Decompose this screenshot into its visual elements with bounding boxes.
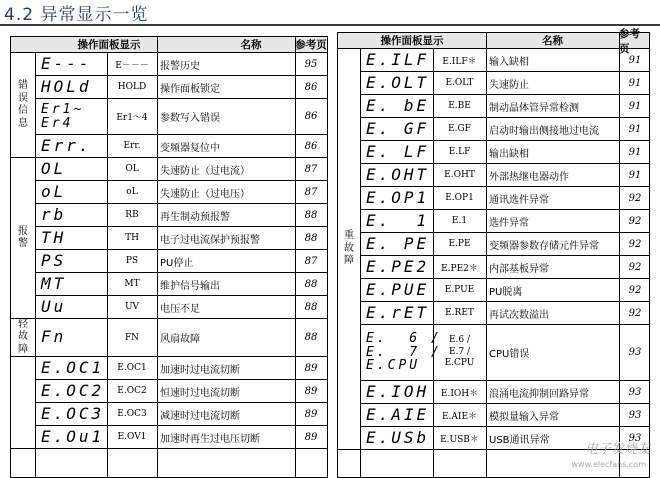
table-row — [35, 181, 327, 204]
error-name: 报警历史 — [160, 60, 200, 72]
panel-display: E. PE — [366, 233, 430, 253]
watermark-logo: 电子发烧友 — [584, 442, 650, 457]
right-error-table — [337, 27, 650, 478]
error-code: FN — [124, 332, 140, 343]
table-row — [360, 49, 649, 72]
panel-display: E.OC2 — [41, 380, 105, 400]
panel-display: Err. — [41, 135, 92, 155]
error-name: PU脱离 — [489, 286, 523, 298]
error-name: 失速防止 — [489, 79, 529, 91]
table-row — [35, 53, 327, 76]
left-category-label: 错 误 信 息 — [11, 53, 35, 158]
panel-display: rb — [41, 204, 67, 224]
right-header-panel: 操作面板显示 — [338, 33, 486, 49]
panel-display: oL — [41, 181, 67, 201]
error-code: MT — [124, 279, 140, 289]
error-name: 启动时输出侧接地过电流 — [489, 125, 599, 137]
left-error-table — [10, 36, 328, 478]
reference-page: 88 — [304, 332, 318, 343]
reference-page: 91 — [628, 169, 642, 181]
reference-page: 95 — [304, 58, 318, 70]
reference-page: 91 — [628, 146, 642, 158]
panel-display: E.OLT — [366, 72, 430, 92]
table-row — [35, 250, 327, 273]
reference-page: 89 — [304, 431, 318, 443]
error-code: OL — [125, 164, 139, 174]
panel-display: MT — [41, 273, 67, 293]
table-row — [35, 158, 327, 181]
panel-display: E.PE2 — [366, 256, 430, 276]
error-name: USB通讯异常 — [489, 434, 550, 446]
error-code: E.OP1 — [445, 193, 474, 203]
error-name: 参数写入错误 — [160, 113, 220, 124]
panel-display: E--- — [41, 53, 92, 73]
panel-display: E.OP1 — [366, 187, 430, 207]
table-row — [360, 210, 649, 233]
reference-page: 89 — [304, 385, 318, 397]
error-code: TH — [125, 233, 139, 243]
reference-page: 86 — [304, 81, 318, 93]
table-row — [360, 164, 649, 187]
reference-page: 93 — [628, 409, 642, 421]
panel-display: E.IOH — [366, 381, 430, 401]
table-row — [360, 404, 649, 427]
error-name: 电压不足 — [160, 303, 200, 315]
table-row — [360, 325, 649, 381]
error-code: oL — [126, 187, 138, 197]
panel-display: E.USb — [366, 427, 430, 447]
right-header-page: 参考页 — [619, 33, 649, 49]
table-row — [35, 403, 327, 426]
reference-page: 87 — [304, 255, 318, 267]
error-name: 恒速时过电流切断 — [160, 387, 240, 399]
reference-page: 92 — [628, 238, 642, 250]
reference-page: 87 — [304, 186, 318, 198]
table-row — [360, 72, 649, 95]
error-code: E.ILF＊ — [442, 56, 477, 67]
error-name: 减速时过电流切断 — [160, 410, 240, 422]
error-name: 模拟量输入异常 — [489, 411, 559, 423]
error-name: 变频器复位中 — [160, 142, 220, 154]
error-code: E.6 / E.7 / E.CPU — [444, 334, 475, 369]
panel-display: PS — [41, 250, 67, 270]
table-row — [360, 256, 649, 279]
table-row — [360, 381, 649, 404]
panel-display: E. bE — [366, 95, 430, 115]
panel-display: OL — [41, 158, 67, 178]
panel-display: E.OC1 — [41, 357, 105, 377]
panel-display: E.PUE — [366, 279, 430, 299]
error-name: CPU错误 — [489, 349, 530, 360]
left-header-page: 参考页 — [295, 39, 327, 51]
error-name: 再生制动预报警 — [160, 211, 230, 223]
panel-display: Er1~ Er4 — [41, 101, 85, 131]
title-rule — [0, 24, 660, 26]
error-code: Er1～4 — [116, 113, 148, 123]
error-name: 选件异常 — [489, 217, 529, 229]
error-name: 操作面板锁定 — [160, 83, 220, 95]
reference-page: 92 — [628, 192, 642, 204]
error-name: 输入缺相 — [489, 56, 529, 68]
error-code: UV — [124, 302, 140, 312]
error-code: E.RET — [445, 308, 474, 318]
error-code: E.PE2＊ — [441, 263, 478, 274]
reference-page: 93 — [628, 347, 642, 358]
error-code: E.BE — [448, 101, 471, 111]
reference-page: 89 — [304, 362, 318, 374]
table-row — [35, 273, 327, 296]
reference-page: 86 — [304, 140, 318, 152]
error-name: 维护信号输出 — [160, 280, 220, 292]
error-code: E.IOH＊ — [440, 388, 479, 399]
panel-display: E. 1 — [366, 210, 430, 230]
reference-page: 91 — [628, 123, 642, 135]
reference-page: 91 — [628, 77, 642, 89]
panel-display: HOLd — [41, 76, 92, 96]
watermark-url: www.elecfans.com — [571, 460, 646, 469]
left-category-label — [11, 357, 35, 449]
error-name: PU停止 — [160, 257, 194, 269]
error-code: E.AIE＊ — [441, 411, 478, 422]
panel-display: E.ILF — [366, 49, 430, 69]
error-name: 外部热继电器动作 — [489, 171, 569, 183]
reference-page: 92 — [628, 261, 642, 273]
table-row — [360, 302, 649, 325]
error-code: E.GF — [448, 124, 471, 134]
panel-display: TH — [41, 227, 67, 247]
reference-page: 92 — [628, 215, 642, 227]
panel-display: Fn — [41, 327, 67, 347]
table-row — [360, 233, 649, 256]
error-code: E.PE — [448, 239, 471, 249]
table-row — [35, 135, 327, 158]
error-name: 加速时再生过电压切断 — [160, 433, 260, 445]
table-row — [35, 319, 327, 357]
reference-page: 89 — [304, 408, 318, 420]
table-row — [35, 99, 327, 135]
panel-display: E.Ou1 — [41, 426, 105, 446]
error-code: HOLD — [117, 82, 147, 92]
error-name: 制动晶体管异常检测 — [489, 102, 579, 114]
error-code: E.1 — [451, 216, 468, 226]
error-code: E.OV1 — [117, 432, 147, 442]
left-header-panel: 操作面板显示 — [11, 37, 207, 53]
table-row — [35, 76, 327, 99]
left-header-name: 名称 — [207, 37, 295, 53]
reference-page: 88 — [304, 278, 318, 290]
error-name: 加速时过电流切断 — [160, 364, 240, 376]
reference-page: 87 — [304, 163, 318, 175]
panel-display: E.rET — [366, 302, 430, 322]
table-row — [35, 227, 327, 250]
error-code: E.OC2 — [117, 386, 147, 396]
error-name: 内部基板异常 — [489, 263, 549, 275]
error-code: E－－－ — [115, 60, 149, 71]
right-header-name: 名称 — [486, 33, 619, 49]
table-row — [360, 141, 649, 164]
reference-page: 91 — [628, 54, 642, 66]
reference-page: 88 — [304, 232, 318, 244]
error-name: 变频器参数存储元件异常 — [489, 240, 599, 252]
reference-page: 92 — [628, 284, 642, 296]
table-row — [360, 118, 649, 141]
section-title: 4.2 异常显示一览 — [4, 5, 149, 25]
error-code: E.OC3 — [117, 409, 147, 419]
table-row — [35, 296, 327, 319]
error-code: E.OC1 — [117, 363, 147, 373]
reference-page: 86 — [304, 111, 318, 122]
panel-display: E. 6 / E. 7 / E.CPU — [366, 331, 442, 374]
reference-page: 93 — [628, 432, 642, 444]
panel-display: E.OHT — [366, 164, 430, 184]
error-name: 输出缺相 — [489, 148, 529, 160]
table-row — [35, 204, 327, 227]
table-row — [35, 426, 327, 449]
reference-page: 88 — [304, 209, 318, 221]
error-code: E.OLT — [445, 78, 474, 88]
error-code: E.OHT — [444, 170, 475, 180]
table-row — [360, 187, 649, 210]
panel-display: E. LF — [366, 141, 430, 161]
left-category-label: 报 警 — [11, 158, 35, 319]
table-row — [35, 357, 327, 380]
error-code: PS — [125, 256, 139, 266]
error-name: 风扇故障 — [160, 334, 200, 345]
panel-display: E.AIE — [366, 404, 430, 424]
error-name: 再试次数溢出 — [489, 309, 549, 321]
left-category-label: 轻 故 障 — [11, 319, 35, 357]
error-code: E.LF — [448, 147, 471, 157]
reference-page: 92 — [628, 307, 642, 319]
error-name: 电子过电流保护预报警 — [160, 234, 260, 246]
error-name: 失速防止（过电压） — [160, 188, 250, 200]
panel-display: E.OC3 — [41, 403, 105, 423]
table-row — [35, 380, 327, 403]
reference-page: 88 — [304, 301, 318, 313]
error-name: 浪涌电流抑制回路异常 — [489, 388, 589, 400]
right-category-label: 重 故 障 — [338, 49, 360, 450]
error-code: E.USB＊ — [440, 434, 479, 445]
table-row — [360, 279, 649, 302]
reference-page: 91 — [628, 100, 642, 112]
panel-display: Uu — [41, 296, 67, 316]
reference-page: 93 — [628, 386, 642, 398]
table-row — [360, 95, 649, 118]
error-code: E.PUE — [444, 285, 475, 295]
error-name: 失速防止（过电流） — [160, 165, 250, 177]
error-name: 通讯选件异常 — [489, 194, 549, 206]
error-code: Err. — [123, 141, 141, 151]
panel-display: E. GF — [366, 118, 430, 138]
error-code: RB — [125, 210, 139, 220]
